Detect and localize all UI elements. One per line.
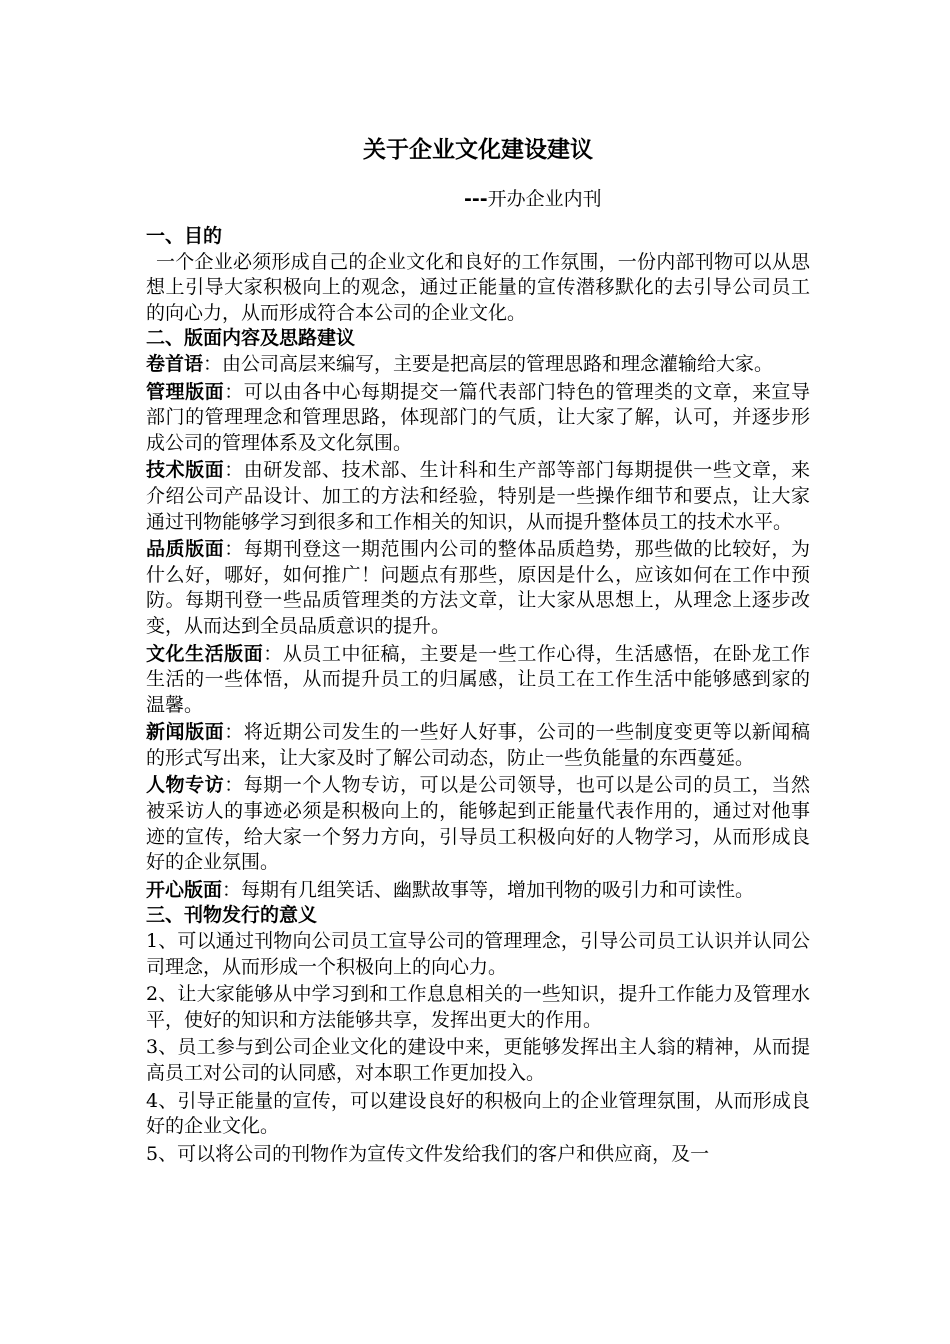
layout-item-sep: ： (203, 352, 223, 375)
layout-item-label: 文化生活版面 (146, 642, 264, 665)
layout-item-sep: ： (224, 380, 244, 403)
layout-item-text: 将近期公司发生的一些好人好事，公司的一些制度变更等以新闻稿的形式写出来，让大家及时了解公司动态，防止一些负能量的东西蔓延。 (146, 721, 810, 769)
layout-item-sep: ： (224, 721, 244, 744)
layout-item (146, 458, 810, 535)
layout-item (146, 720, 810, 771)
layout-item-label: 管理版面 (146, 380, 225, 403)
layout-item-label: 技术版面 (146, 459, 225, 482)
layout-item-text: 从员工中征稿，主要是一些工作心得，生活感悟，在卧龙工作生活的一些体悟，从而提升员工的归属感，让员工在工作生活中能够感到家的温馨。 (146, 642, 810, 716)
document-subtitle (146, 184, 810, 214)
layout-item-label: 新闻版面 (146, 721, 225, 744)
significance-item: 2、让大家能够从中学习到和工作息息相关的一些知识，提升工作能力及管理水平，使好的知识和方法能够共享，发挥出更大的作用。 (146, 983, 810, 1031)
layout-item-text: 由公司高层来编写，主要是把高层的管理思路和理念灌输给大家。 (222, 352, 774, 375)
section-heading-purpose: 一、目的 (146, 225, 223, 247)
layout-item-text: 每期有几组笑话、幽默故事等，增加刊物的吸引力和可读性。 (241, 878, 755, 901)
layout-item (146, 773, 810, 875)
document-title: 关于企业文化建设建议 (363, 136, 593, 163)
section-heading-layout: 二、版面内容及思路建议 (146, 327, 356, 350)
purpose-paragraph: 一个企业必须形成自己的企业文化和良好的工作氛围，一份内部刊物可以从思想上引导大家积极向上的观念，通过正能量的宣传潜移默化的去引导公司员工的向心力，从而形成符合本公司的企业文化。 (146, 250, 810, 324)
layout-item (146, 642, 810, 719)
significance-item: 1、可以通过刊物向公司员工宣导公司的管理理念，引导公司员工认识并认同公司理念，从而形成一个积极向上的向心力。 (146, 930, 810, 978)
layout-item-sep: ： (224, 774, 244, 797)
layout-item (146, 537, 810, 639)
layout-item-text: 每期刊登这一期范围内公司的整体品质趋势，那些做的比较好，为什么好，哪好，如何推广！问题点有那些，原因是什么，应该如何在工作中预防。每期刊登一些品质管理类的方法文章，让大家从思想上，从理念上逐步改变，从而达到全员品质意识的提升。 (146, 538, 810, 637)
layout-item-text: 每期一个人物专访，可以是公司领导，也可以是公司的员工，当然被采访人的事迹必须是积极向上的，能够起到正能量代表作用的，通过对他事迹的宣传，给大家一个努力方向，引导员工积极向好的人物学习，从而形成良好的企业氛围。 (146, 774, 810, 874)
layout-item-text: 可以由各中心每期提交一篇代表部门特色的管理类的文章，来宣导部门的管理理念和管理思路，体现部门的气质，让大家了解，认可，并逐步形成公司的管理体系及文化氛围。 (146, 380, 810, 454)
layout-item-label: 人物专访 (146, 774, 225, 797)
layout-item-sep: ： (222, 878, 242, 901)
document-page (146, 128, 810, 1167)
layout-item (146, 878, 810, 904)
layout-item (146, 380, 810, 457)
layout-item-label: 品质版面 (146, 538, 225, 561)
significance-item: 3、员工参与到公司企业文化的建设中来，更能够发挥出主人翁的精神，从而提高员工对公司的认同感，对本职工作更加投入。 (146, 1036, 810, 1084)
layout-item (146, 352, 810, 378)
significance-item: 5、可以将公司的刊物作为宣传文件发给我们的客户和供应商，及一 (146, 1142, 710, 1165)
layout-item-sep: ： (263, 642, 283, 665)
significance-item: 4、引导正能量的宣传，可以建设良好的积极向上的企业管理氛围，从而形成良好的企业文化。 (146, 1089, 810, 1138)
layout-item-label: 卷首语 (146, 352, 204, 375)
section-heading-significance: 三、刊物发行的意义 (146, 904, 318, 927)
layout-item-text: 由研发部、技术部、生计科和生产部等部门每期提供一些文章，来介绍公司产品设计、加工的方法和经验，特别是一些操作细节和要点，让大家通过刊物能够学习到很多和工作相关的知识，从而提升整体员工的技术水平。 (146, 459, 810, 533)
layout-item-sep: ： (224, 459, 244, 482)
layout-item-sep: ： (224, 538, 244, 561)
subtitle-text: 开办企业内刊 (487, 188, 602, 210)
subtitle-dashes: --- (464, 188, 488, 210)
layout-item-label: 开心版面 (146, 878, 223, 901)
